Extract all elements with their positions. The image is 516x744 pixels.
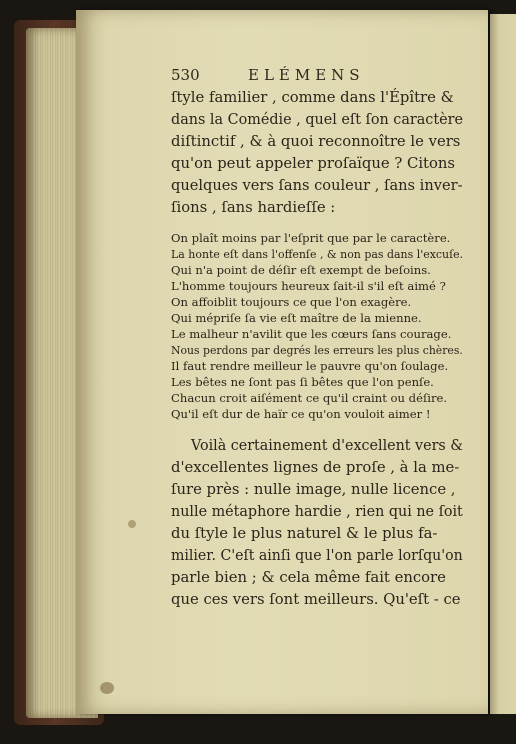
verse-line: Les bêtes ne ſont pas ſi bêtes que l'on penſe. (171, 375, 434, 389)
closing-line: nulle métaphore hardie , rien qui ne ſoit (171, 503, 463, 520)
verse-line: Qu'il eſt dur de haïr ce qu'on vouloit aimer ! (171, 407, 431, 421)
closing-line: Voilà certainement d'excellent vers & (191, 437, 463, 454)
running-head (171, 66, 461, 90)
closing-line: milier. C'eſt ainſi que l'on parle lorſqu'on (171, 547, 463, 564)
page-number: 530 (171, 66, 200, 84)
verse-line: On plaît moins par l'eſprit que par le caractère. (171, 231, 451, 245)
facing-page-edge (490, 14, 516, 714)
intro-line: diſtinctif , & à quoi reconnoître le vers (171, 133, 461, 150)
closing-line: d'excellentes lignes de proſe , à la me- (171, 459, 460, 476)
verse-line: La honte eſt dans l'offenſe , & non pas dans l'excuſe. (171, 247, 464, 261)
closing-line: du ſtyle le plus naturel & le plus fa- (171, 525, 438, 542)
running-title: ELÉMENS (248, 66, 365, 84)
intro-line: ſtyle familier , comme dans l'Épître & (171, 89, 454, 106)
intro-line: quelques vers ſans couleur , ſans inver- (171, 177, 463, 194)
closing-line: parle bien ; & cela même fait encore (171, 569, 446, 586)
intro-line: qu'on peut appeler proſaïque ? Citons (171, 155, 456, 172)
foxing-spot (128, 520, 136, 528)
verse-line: Nous perdons par degrés les erreurs les plus chères. (171, 343, 463, 357)
verse-line: Le malheur n'avilit que les cœurs ſans courage. (171, 327, 452, 341)
verse-line: Qui n'a point de déſir eſt exempt de beſoins. (171, 263, 431, 277)
verse-line: On affoiblit toujours ce que l'on exagère. (171, 295, 412, 309)
foxing-spot (100, 682, 114, 694)
verse-line: Chacun croit aiſément ce qu'il craint ou déſire. (171, 391, 448, 405)
intro-line: dans la Comédie , quel eſt ſon caractère (171, 111, 463, 128)
verse-line: Qui mépriſe ſa vie eſt maître de la mienne. (171, 311, 422, 325)
closing-line: ſure près : nulle image, nulle licence , (171, 481, 456, 498)
intro-line: ſions , ſans hardieſſe : (171, 199, 336, 216)
verse-line: L'homme toujours heureux ſait-il s'il eſt aimé ? (171, 279, 446, 293)
verse-line: Il faut rendre meilleur le pauvre qu'on ſoulage. (171, 359, 449, 373)
closing-line: que ces vers ſont meilleurs. Qu'eſt - ce (171, 591, 461, 608)
